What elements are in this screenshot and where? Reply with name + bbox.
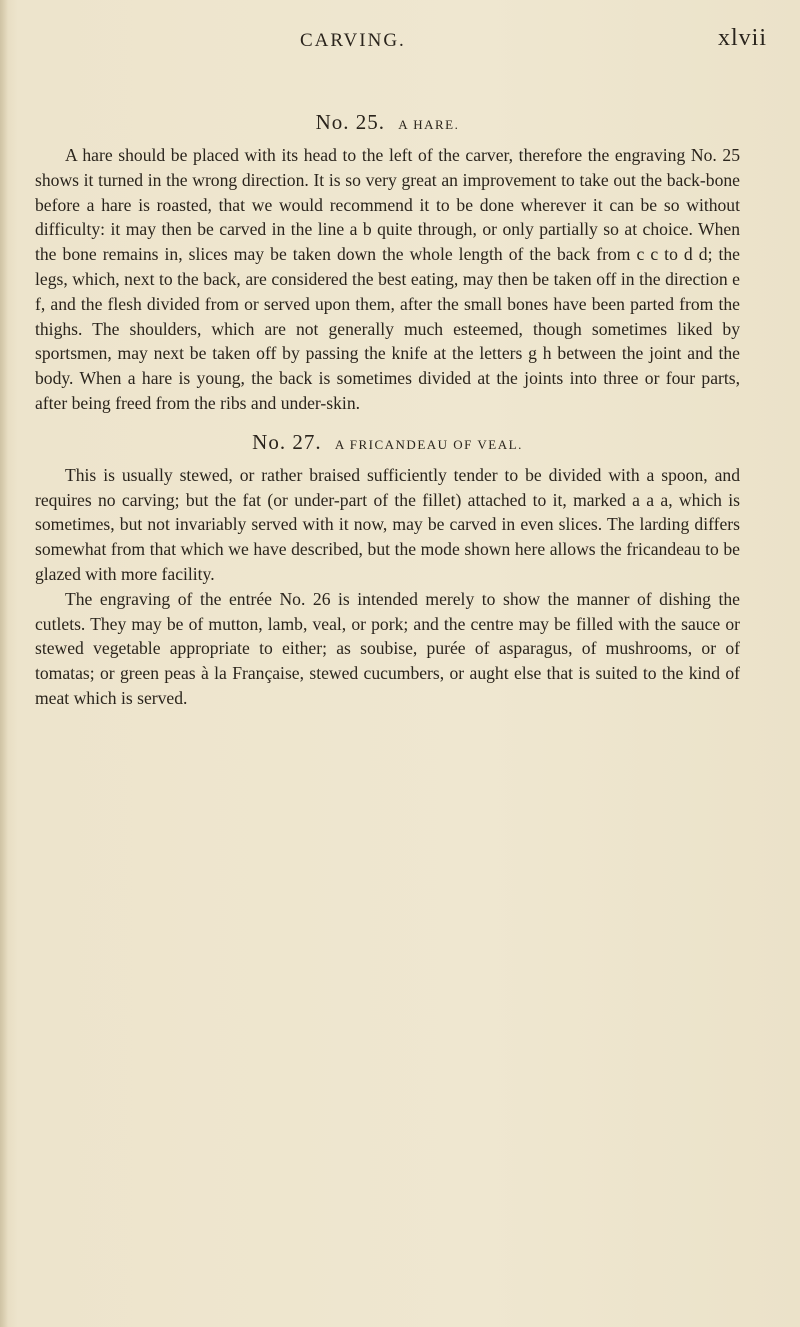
binding-shadow [0,0,8,1327]
paragraph: A hare should be placed with its head to the left of the carver, therefore the engraving No. 25 shows it turned in the wrong direction. It is so very great an improvement to take out the back-bone before a hare is roasted, that we would recommend it to be done wherever it can be so without difficulty: it may then be carved in the line a b quite through, or only partially so at choice. When the bone remains in, slices may be taken down the whole length of the back from c c to d d; the legs, which, next to the back, are considered the best eating, may then be taken off in the direction e f, and the flesh divided from or served upon them, after the small bones have been parted from the thighs. The shoulders, which are not generally much esteemed, though sometimes liked by sportsmen, may next be taken off by passing the knife at the letters g h between the joint and the body. When a hare is young, the back is sometimes divided at the joints into three or four parts, after being freed from the ribs and under-skin. [35,145,740,413]
section-number: No. 25. [315,110,386,134]
text-block [35,110,740,711]
section-title: A FRICANDEAU OF VEAL. [334,436,523,452]
section-gap [35,416,740,430]
section-heading [35,430,740,455]
running-head [0,20,800,60]
section-heading [35,110,740,135]
page-number: xlvii [718,25,768,51]
paragraph: The engraving of the entrée No. 26 is intended merely to show the manner of dishing the cutlets. They may be of mutton, lamb, veal, or pork; and the centre may be filled with the sauce or stewed vegetable appropriate to either; as soubise, purée of asparagus, of mushrooms, or of tomatas; or green peas à la Française, stewed cucumbers, or aught else that is suited to the kind of meat which is served. [35,588,740,708]
section-title: A HARE. [398,117,460,132]
section-hare [35,110,740,416]
section-fricandeau [35,430,740,711]
running-title: CARVING. [300,30,406,51]
paragraph: This is usually stewed, or rather braised sufficiently tender to be divided with a spoon, and requires no carving; but the fat (or under-part of the fillet) attached to it, marked a a a, which is sometimes, but not invariably served with it now, may be carved in even slices. The larding differs somewhat from that which we have described, but the mode shown here allows the fricandeau to be glazed with more facility. [35,464,740,584]
section-number: No. 27. [252,429,322,454]
